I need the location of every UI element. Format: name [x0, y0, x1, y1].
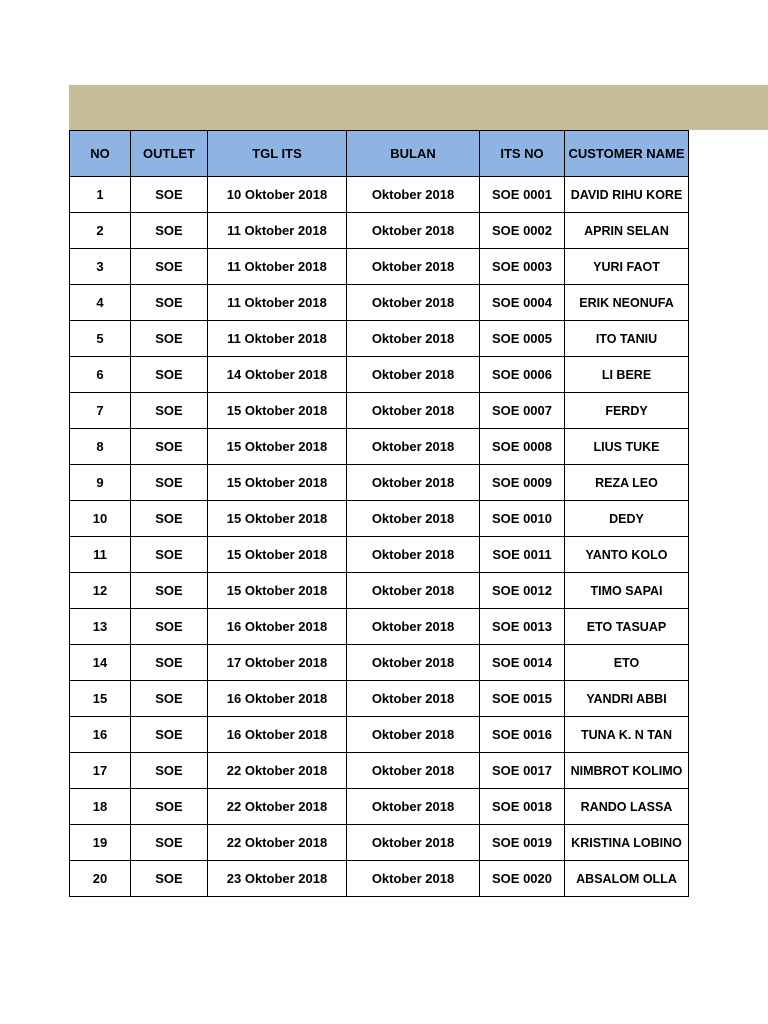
cell-outlet: SOE: [131, 213, 208, 249]
cell-outlet: SOE: [131, 465, 208, 501]
cell-bulan: Oktober 2018: [347, 321, 480, 357]
cell-name: ITO TANIU: [565, 321, 689, 357]
table-row: [70, 573, 689, 609]
cell-outlet: SOE: [131, 645, 208, 681]
cell-its-no: SOE 0016: [480, 717, 565, 753]
cell-tgl-its: 16 Oktober 2018: [208, 717, 347, 753]
cell-name: ETO: [565, 645, 689, 681]
cell-outlet: SOE: [131, 501, 208, 537]
cell-bulan: Oktober 2018: [347, 825, 480, 861]
cell-name: LIUS TUKE: [565, 429, 689, 465]
header-outlet: OUTLET: [131, 131, 208, 177]
cell-tgl-its: 11 Oktober 2018: [208, 249, 347, 285]
cell-its-no: SOE 0012: [480, 573, 565, 609]
cell-no: 3: [70, 249, 131, 285]
cell-no: 9: [70, 465, 131, 501]
cell-outlet: SOE: [131, 789, 208, 825]
table-row: [70, 789, 689, 825]
cell-no: 7: [70, 393, 131, 429]
cell-bulan: Oktober 2018: [347, 717, 480, 753]
cell-outlet: SOE: [131, 537, 208, 573]
cell-outlet: SOE: [131, 825, 208, 861]
cell-its-no: SOE 0015: [480, 681, 565, 717]
cell-tgl-its: 16 Oktober 2018: [208, 681, 347, 717]
cell-tgl-its: 22 Oktober 2018: [208, 789, 347, 825]
cell-name: KRISTINA LOBINO: [565, 825, 689, 861]
cell-tgl-its: 23 Oktober 2018: [208, 861, 347, 897]
table-row: [70, 357, 689, 393]
cell-outlet: SOE: [131, 573, 208, 609]
header-bulan: BULAN: [347, 131, 480, 177]
cell-tgl-its: 14 Oktober 2018: [208, 357, 347, 393]
header-its-no: ITS NO: [480, 131, 565, 177]
table-row: [70, 501, 689, 537]
cell-name: ETO TASUAP: [565, 609, 689, 645]
header-tgl-its: TGL ITS: [208, 131, 347, 177]
cell-outlet: SOE: [131, 357, 208, 393]
cell-tgl-its: 11 Oktober 2018: [208, 285, 347, 321]
cell-name: FERDY: [565, 393, 689, 429]
cell-tgl-its: 11 Oktober 2018: [208, 321, 347, 357]
cell-tgl-its: 15 Oktober 2018: [208, 465, 347, 501]
cell-outlet: SOE: [131, 753, 208, 789]
cell-bulan: Oktober 2018: [347, 861, 480, 897]
cell-name: ABSALOM OLLA: [565, 861, 689, 897]
cell-tgl-its: 22 Oktober 2018: [208, 753, 347, 789]
cell-tgl-its: 16 Oktober 2018: [208, 609, 347, 645]
cell-name: DAVID RIHU KORE: [565, 177, 689, 213]
cell-tgl-its: 11 Oktober 2018: [208, 213, 347, 249]
cell-no: 16: [70, 717, 131, 753]
cell-no: 12: [70, 573, 131, 609]
cell-no: 15: [70, 681, 131, 717]
cell-outlet: SOE: [131, 717, 208, 753]
cell-its-no: SOE 0002: [480, 213, 565, 249]
cell-its-no: SOE 0007: [480, 393, 565, 429]
cell-bulan: Oktober 2018: [347, 213, 480, 249]
cell-bulan: Oktober 2018: [347, 645, 480, 681]
table-row: [70, 213, 689, 249]
table-body: [70, 177, 689, 897]
cell-name: YANTO KOLO: [565, 537, 689, 573]
table-row: [70, 537, 689, 573]
cell-bulan: Oktober 2018: [347, 429, 480, 465]
title-band: [69, 85, 768, 130]
cell-name: LI BERE: [565, 357, 689, 393]
cell-no: 6: [70, 357, 131, 393]
cell-tgl-its: 15 Oktober 2018: [208, 573, 347, 609]
cell-no: 1: [70, 177, 131, 213]
table-row: [70, 285, 689, 321]
cell-tgl-its: 22 Oktober 2018: [208, 825, 347, 861]
cell-its-no: SOE 0003: [480, 249, 565, 285]
cell-no: 17: [70, 753, 131, 789]
table-row: [70, 753, 689, 789]
its-table: [69, 130, 689, 897]
cell-name: APRIN SELAN: [565, 213, 689, 249]
cell-bulan: Oktober 2018: [347, 393, 480, 429]
table-row: [70, 861, 689, 897]
table-row: [70, 249, 689, 285]
table-header-row: [70, 131, 689, 177]
cell-outlet: SOE: [131, 429, 208, 465]
cell-bulan: Oktober 2018: [347, 573, 480, 609]
cell-bulan: Oktober 2018: [347, 537, 480, 573]
cell-tgl-its: 15 Oktober 2018: [208, 393, 347, 429]
cell-its-no: SOE 0009: [480, 465, 565, 501]
cell-outlet: SOE: [131, 393, 208, 429]
cell-outlet: SOE: [131, 177, 208, 213]
cell-its-no: SOE 0018: [480, 789, 565, 825]
header-no: NO: [70, 131, 131, 177]
cell-outlet: SOE: [131, 609, 208, 645]
table-row: [70, 321, 689, 357]
cell-its-no: SOE 0005: [480, 321, 565, 357]
cell-no: 4: [70, 285, 131, 321]
cell-bulan: Oktober 2018: [347, 465, 480, 501]
cell-its-no: SOE 0013: [480, 609, 565, 645]
cell-outlet: SOE: [131, 681, 208, 717]
cell-bulan: Oktober 2018: [347, 789, 480, 825]
cell-bulan: Oktober 2018: [347, 681, 480, 717]
cell-bulan: Oktober 2018: [347, 753, 480, 789]
cell-its-no: SOE 0010: [480, 501, 565, 537]
cell-tgl-its: 15 Oktober 2018: [208, 537, 347, 573]
cell-no: 10: [70, 501, 131, 537]
cell-tgl-its: 15 Oktober 2018: [208, 501, 347, 537]
cell-its-no: SOE 0019: [480, 825, 565, 861]
table-row: [70, 681, 689, 717]
cell-tgl-its: 17 Oktober 2018: [208, 645, 347, 681]
cell-name: RANDO LASSA: [565, 789, 689, 825]
table-row: [70, 645, 689, 681]
cell-outlet: SOE: [131, 249, 208, 285]
table-row: [70, 393, 689, 429]
cell-tgl-its: 15 Oktober 2018: [208, 429, 347, 465]
cell-outlet: SOE: [131, 861, 208, 897]
cell-its-no: SOE 0011: [480, 537, 565, 573]
cell-name: YURI FAOT: [565, 249, 689, 285]
cell-its-no: SOE 0004: [480, 285, 565, 321]
cell-no: 5: [70, 321, 131, 357]
cell-no: 14: [70, 645, 131, 681]
cell-bulan: Oktober 2018: [347, 285, 480, 321]
table-row: [70, 177, 689, 213]
cell-name: DEDY: [565, 501, 689, 537]
cell-name: YANDRI ABBI: [565, 681, 689, 717]
cell-its-no: SOE 0017: [480, 753, 565, 789]
cell-no: 2: [70, 213, 131, 249]
header-customer-name: CUSTOMER NAME: [565, 131, 689, 177]
cell-no: 20: [70, 861, 131, 897]
cell-its-no: SOE 0006: [480, 357, 565, 393]
cell-bulan: Oktober 2018: [347, 177, 480, 213]
cell-no: 11: [70, 537, 131, 573]
table-row: [70, 717, 689, 753]
cell-bulan: Oktober 2018: [347, 609, 480, 645]
cell-outlet: SOE: [131, 321, 208, 357]
cell-bulan: Oktober 2018: [347, 357, 480, 393]
cell-its-no: SOE 0014: [480, 645, 565, 681]
cell-its-no: SOE 0001: [480, 177, 565, 213]
cell-name: TIMO SAPAI: [565, 573, 689, 609]
table-row: [70, 609, 689, 645]
cell-no: 18: [70, 789, 131, 825]
cell-bulan: Oktober 2018: [347, 249, 480, 285]
cell-name: TUNA K. N TAN: [565, 717, 689, 753]
cell-outlet: SOE: [131, 285, 208, 321]
cell-no: 8: [70, 429, 131, 465]
table-row: [70, 465, 689, 501]
table-row: [70, 429, 689, 465]
cell-no: 19: [70, 825, 131, 861]
cell-name: NIMBROT KOLIMO: [565, 753, 689, 789]
cell-its-no: SOE 0020: [480, 861, 565, 897]
cell-name: REZA LEO: [565, 465, 689, 501]
cell-tgl-its: 10 Oktober 2018: [208, 177, 347, 213]
cell-name: ERIK NEONUFA: [565, 285, 689, 321]
cell-its-no: SOE 0008: [480, 429, 565, 465]
cell-bulan: Oktober 2018: [347, 501, 480, 537]
table-row: [70, 825, 689, 861]
cell-no: 13: [70, 609, 131, 645]
